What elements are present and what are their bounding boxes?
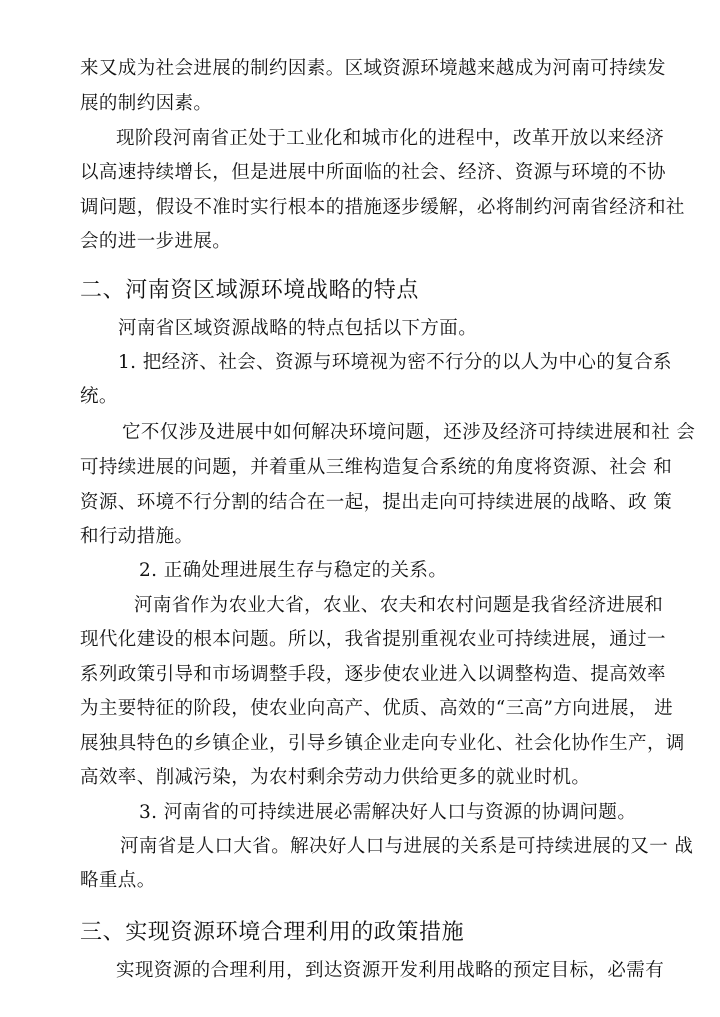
paragraph-line: 来又成为社会进展的制约因素。区域资源环境越来越成为河南可持续发: [80, 58, 666, 79]
paragraph-line: 现代化建设的根本问题。所以，我省提别重视农业可持续进展，通过一: [80, 629, 666, 650]
paragraph-line: 它不仅涉及进展中如何解决环境问题，还涉及经济可持续进展和社 会: [122, 422, 696, 443]
paragraph-line: 河南省是人口大省。解决好人口与进展的关系是可持续进展的又一 战: [120, 836, 694, 857]
paragraph-line: 展独具特色的乡镇企业，引导乡镇企业走向专业化、社会化协作生产，调: [80, 733, 685, 754]
list-item: 1. 把经济、社会、资源与环境视为密不行分的以人为中心的复合系: [118, 352, 672, 373]
section-heading: 三、实现资源环境合理利用的政策措施: [80, 920, 465, 945]
paragraph-line: 展的制约因素。: [80, 93, 213, 114]
list-item: 统。: [80, 386, 118, 407]
paragraph-line: 河南省作为农业大省，农业、农夫和农村问题是我省经济进展和: [134, 595, 664, 616]
paragraph-line: 为主要特征的阶段，使农业向高产、优质、高效的“三高”方向进展， 进: [80, 698, 673, 719]
paragraph-line: 可持续进展的问题，并着重从三维构造复合系统的角度将资源、社会 和: [80, 457, 673, 478]
paragraph-line: 高效率、削减污染，为农村剩余劳动力供给更多的就业时机。: [80, 767, 591, 788]
paragraph-line: 和行动措施。: [80, 526, 194, 547]
paragraph-line: 系列政策引导和市场调整手段，逐步使农业进入以调整构造、提高效率: [80, 664, 666, 685]
paragraph-line: 资源、环境不行分割的结合在一起，提出走向可持续进展的战略、政 策: [80, 492, 673, 513]
list-item: 3. 河南省的可持续进展必需解决好人口与资源的协调问题。: [139, 802, 637, 823]
paragraph-line: 会的进一步进展。: [80, 231, 232, 252]
paragraph-line: 实现资源的合理利用，到达资源开发利用战略的预定目标，必需有: [116, 960, 665, 981]
paragraph-line: 调问题，假设不准时实行根本的措施逐步缓解，必将制约河南省经济和社: [80, 197, 685, 218]
paragraph-line: 河南省区域资源战略的特点包括以下方面。: [118, 318, 478, 339]
section-heading: 二、河南资区域源环境战略的特点: [80, 278, 420, 303]
paragraph-line: 略重点。: [80, 870, 156, 891]
paragraph-line: 以高速持续增长，但是进展中所面临的社会、经济、资源与环境的不协: [80, 162, 666, 183]
paragraph-line: 现阶段河南省正处于工业化和城市化的进程中，改革开放以来经济: [116, 128, 665, 149]
list-item: 2. 正确处理进展生存与稳定的关系。: [139, 560, 448, 581]
